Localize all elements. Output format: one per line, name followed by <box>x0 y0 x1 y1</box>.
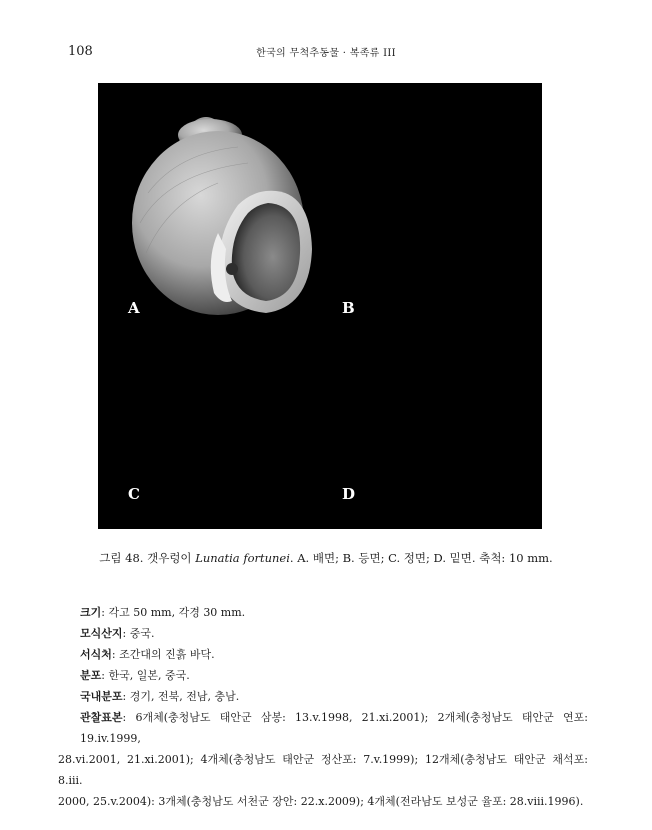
page-number: 108 <box>68 44 93 59</box>
caption-suffix: . A. 배면; B. 등면; C. 정면; D. 밑면. 축척: 10 mm. <box>289 551 553 565</box>
entry-distribution <box>70 665 588 686</box>
entry-text: : 경기, 전북, 전남, 충남. <box>122 690 240 703</box>
entry-text: : 각고 50 mm, 각경 30 mm. <box>101 606 246 619</box>
record-line <box>70 707 588 749</box>
entry-size <box>70 602 588 623</box>
record-line: 28.vi.2001, 21.xi.2001); 4개체(충청남도 태안군 정산포: 7.v.1999); 12개체(충청남도 태안군 채석포: 8.iii. <box>58 753 588 787</box>
shell-photo-a <box>132 117 312 315</box>
record-line: 2000, 25.v.2004): 3개체(충청남도 서천군 장안: 22.x.2009); 4개체(전라남도 보성군 율포: 28.viii.1996). <box>58 795 584 808</box>
entry-examined-specimens <box>58 707 588 812</box>
entry-text: : 한국, 일본, 중국. <box>101 669 190 682</box>
panel-label-d: D <box>342 485 356 503</box>
panel-label-c: C <box>128 485 140 503</box>
entry-label: 서식처 <box>80 648 112 661</box>
entry-text: : 조간대의 진흙 바닥. <box>111 648 215 661</box>
entry-label: 크기 <box>80 606 102 619</box>
entry-text: : 중국. <box>122 627 155 640</box>
entry-label: 분포 <box>80 669 102 682</box>
entry-habitat <box>70 644 588 665</box>
caption-prefix: 그림 48. 갯우렁이 <box>99 551 196 565</box>
entry-type-locality <box>70 623 588 644</box>
record-text: : 6개체(충청남도 태안군 삼봉: 13.v.1998, 21.xi.2001); 2개체(충청남도 태안군 연포: 19.iv.1999, <box>80 711 588 745</box>
panel-label-b: B <box>342 299 355 317</box>
panel-label-a: A <box>128 299 140 317</box>
species-description <box>58 602 588 812</box>
entry-label: 모식산지 <box>80 627 123 640</box>
entry-domestic-distribution <box>70 686 588 707</box>
entry-label: 국내분포 <box>80 690 123 703</box>
running-head: 한국의 무척추동물 · 복족류 III <box>256 48 396 59</box>
caption-species-name: Lunatia fortunei <box>195 551 290 565</box>
specimen-photo-plate <box>98 83 542 529</box>
entry-label: 관찰표본 <box>80 711 123 724</box>
figure-caption <box>0 550 652 566</box>
